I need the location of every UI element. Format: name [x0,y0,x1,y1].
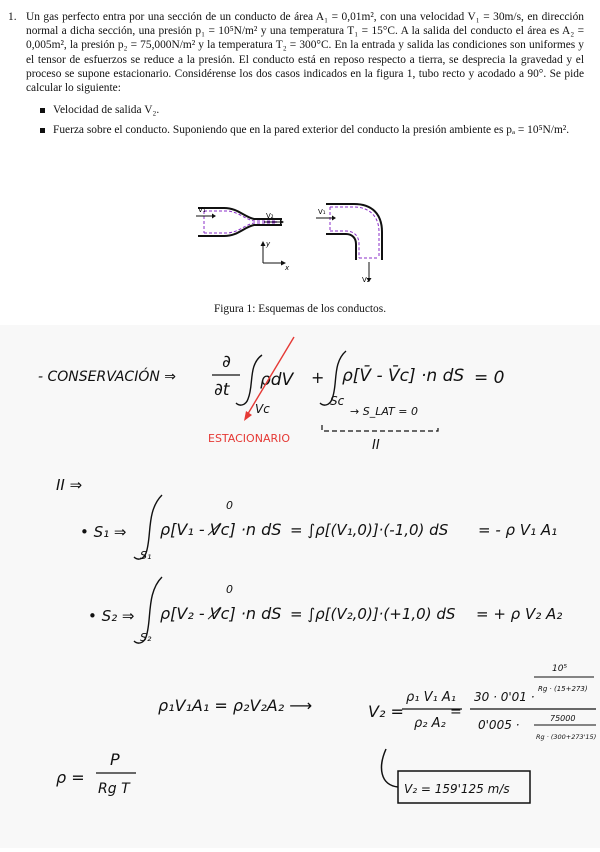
hw-partial: ∂ [222,352,231,372]
hw-sc: Sc [330,394,345,408]
hw-s2: • S₂ ⇒ [88,607,135,625]
hw-roman-ii: II [372,438,380,453]
hw-plus: + [311,368,325,387]
hw-rho-dv: ρdV [260,370,294,390]
hw-s2-int: ρ[V₂ - V̸c] ·n dS [160,604,282,623]
hw-small-den-bot: Rg · (300+273'15) [536,733,597,741]
hw-red-arrowhead-icon [244,411,252,421]
hw-conservacion: - CONSERVACIÓN ⇒ [38,369,177,385]
handwritten-notes [0,325,600,848]
bent-v2-label: V₂ [362,276,370,284]
hw-v2-eq: V₂ = [368,702,404,721]
hw-result-arrow [382,749,398,787]
hw-rho-den: Rg T [98,781,130,797]
hw-equals: = [450,704,462,720]
y-axis-arrowhead-icon [261,241,266,246]
hw-eq-zero: = 0 [474,368,505,388]
hw-small-num-top: 10⁵ [552,664,568,674]
hw-dt: ∂t [214,380,230,400]
hw-result: V₂ = 159'125 m/s [404,782,510,796]
printed-problem [0,0,600,325]
v1-label: V₁ [198,206,206,214]
y-axis-label: y [266,240,271,248]
hw-s2-sub: S₂ [140,631,152,644]
problem-statement: Un gas perfecto entra por una sección de un conducto de área A₁ = 0,01m², con una velocidad V₁ = 30m/s, en dirección normal a dicha sección, una presión p₁ = 10⁵N/m² y una temperatura T₁ = 15°C. A la salida del conducto el área es A₂ = 0,005m², la presión p₂ = 75,000N/m² y la temperatura T₂ = 300°C. En la entrada y salida las condiciones son uniformes y el tensor de esfuerzos se reduce a la presión. El conducto está en reposo respecto a tierra, se desprecia la gravedad y el proceso se supone estacionario. Considérense los dos casos indicados en la figura 1, tubo recto y acodado a 90°. Se pide calcular lo siguiente: [26,11,584,95]
bent-v1-arrowhead-icon [332,216,336,221]
x-axis-label: x [285,264,290,272]
bent-control-volume [330,207,379,258]
hw-s2-mid: = ∫ρ[(V₂,0)]·(+1,0) dS [290,605,456,623]
hw-small-den-top: 75000 [550,714,576,723]
problem-number: 1. [8,11,17,23]
hw-s1-sub: S₁ [140,549,152,562]
hw-underbrace [322,425,438,431]
hw-s2-res: = + ρ V₂ A₂ [476,605,563,623]
bent-v1-label: V₁ [318,208,326,216]
v2-arrowhead-icon [280,220,284,225]
hw-rho-num: P [110,750,120,769]
hw-mass-balance: ρ₁V₁A₁ = ρ₂V₂A₂ ⟶ [158,696,313,715]
hw-frac-num: ρ₁ V₁ A₁ [406,690,456,705]
hw-num-expr: 30 · 0'01 · [474,690,535,704]
hw-frac-den: ρ₂ A₂ [414,716,446,731]
question-item-velocity: Velocidad de salida V₂. [8,103,584,117]
bent-duct [326,204,382,260]
hw-vc: Vc [255,402,270,416]
hw-den-expr: 0'005 · [478,718,520,732]
hw-s1-mid: = ∫ρ[(V₁,0)]·(-1,0) dS [290,521,449,539]
hw-estacionario: ESTACIONARIO [208,432,291,445]
figure-caption: Figura 1: Esquemas de los conductos. [213,303,387,315]
hw-s2-zero: 0 [226,583,233,596]
hw-s1: • S₁ ⇒ [80,523,127,541]
duct-figure [0,0,600,300]
hw-small-num-bot: Rg · (15+273) [538,685,588,693]
hw-flux: ρ[V̄ - V̄c] ·n dS [342,366,465,386]
question-item-force: Fuerza sobre el conducto. Suponiendo que en la pared exterior del conducto la presión ambiente es pₐ = 10⁵N/m². [8,123,584,137]
hw-rho-lhs: ρ = [56,768,85,787]
hw-ii-arrow: II ⇒ [56,476,83,494]
hw-slat: → S_LAT = 0 [350,405,418,418]
hw-s1-res: = - ρ V₁ A₁ [478,521,558,539]
hw-s1-zero: 0 [226,499,233,512]
handwritten-canvas [0,325,600,848]
v2-label: V₂ [266,212,274,220]
v1-arrowhead-icon [212,214,216,219]
hw-s1-int: ρ[V₁ - V̸c] ·n dS [160,520,282,539]
